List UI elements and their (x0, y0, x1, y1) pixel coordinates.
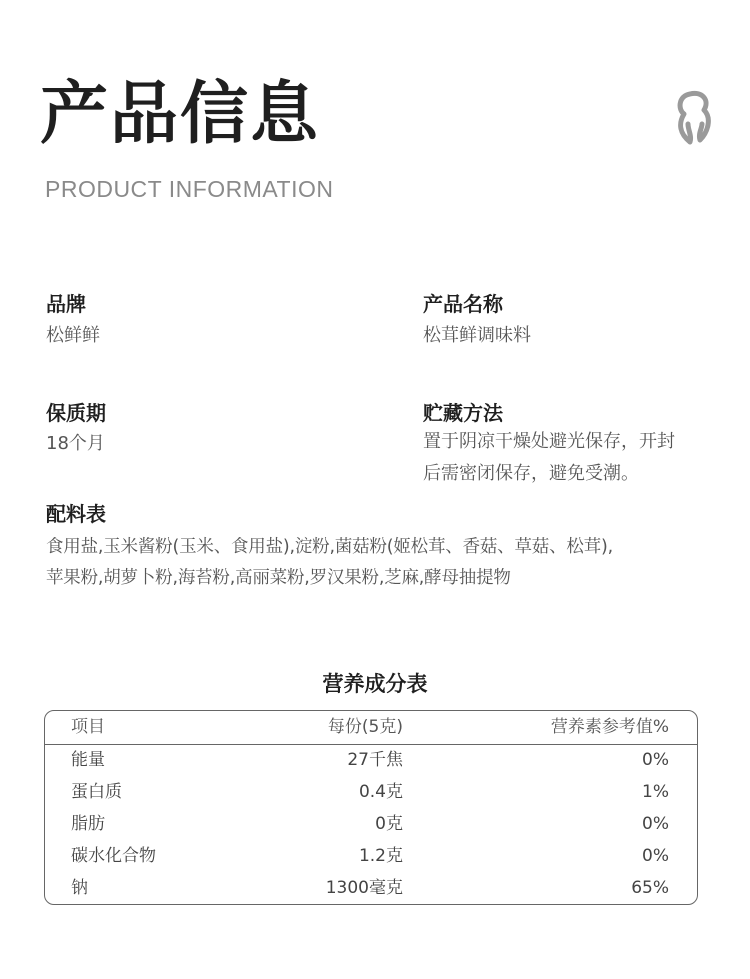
storage-value-line1: 置于阴凉干燥处避光保存，开封 (423, 431, 675, 452)
storage-label: 贮藏方法 (423, 401, 503, 425)
nutrient-amount: 27千焦 (347, 750, 403, 770)
table-row (45, 744, 697, 776)
nutrient-name: 蛋白质 (71, 782, 122, 802)
product-name-label: 产品名称 (423, 292, 503, 316)
table-row (45, 840, 697, 872)
nutrient-name: 碳水化合物 (71, 846, 156, 866)
nutrient-nrv: 0% (642, 750, 669, 770)
nutrient-amount: 1300毫克 (325, 878, 403, 898)
nutrient-amount: 1.2克 (358, 846, 403, 866)
header-per-serving: 每份(5克) (327, 717, 403, 737)
brand-label: 品牌 (46, 292, 86, 316)
ingredients-value-line2: 苹果粉,胡萝卜粉,海苔粉,高丽菜粉,罗汉果粉,芝麻,酵母抽提物 (46, 568, 511, 588)
shelf-life-label: 保质期 (46, 401, 106, 425)
brand-value: 松鲜鲜 (46, 325, 100, 346)
page-title: 产品信息 (40, 75, 321, 154)
ingredients-label: 配料表 (46, 502, 106, 526)
nutrient-name: 能量 (71, 750, 105, 770)
product-name-value: 松茸鲜调味料 (423, 325, 531, 346)
nutrient-amount: 0克 (375, 814, 403, 834)
table-row (45, 808, 697, 840)
page-subtitle: PRODUCT INFORMATION (45, 176, 334, 202)
nutrient-name: 脂肪 (71, 814, 105, 834)
hook-icon (672, 88, 716, 146)
nutrition-table (44, 710, 698, 905)
nutrition-title: 营养成分表 (322, 672, 428, 696)
nutrient-nrv: 0% (642, 814, 669, 834)
nutrient-nrv: 65% (631, 878, 669, 898)
nutrient-amount: 0.4克 (358, 782, 403, 802)
table-header (45, 711, 697, 745)
table-row (45, 776, 697, 808)
header-item: 项目 (71, 717, 105, 737)
table-row (45, 872, 697, 904)
nutrient-nrv: 0% (642, 846, 669, 866)
nutrient-name: 钠 (71, 878, 88, 898)
shelf-life-value: 18个月 (46, 433, 105, 454)
header-nrv: 营养素参考值% (550, 717, 669, 737)
nutrient-nrv: 1% (642, 782, 669, 802)
storage-value-line2: 后需密闭保存，避免受潮。 (423, 463, 639, 484)
ingredients-value-line1: 食用盐,玉米酱粉(玉米、食用盐),淀粉,菌菇粉(姬松茸、香菇、草菇、松茸), (46, 537, 613, 557)
